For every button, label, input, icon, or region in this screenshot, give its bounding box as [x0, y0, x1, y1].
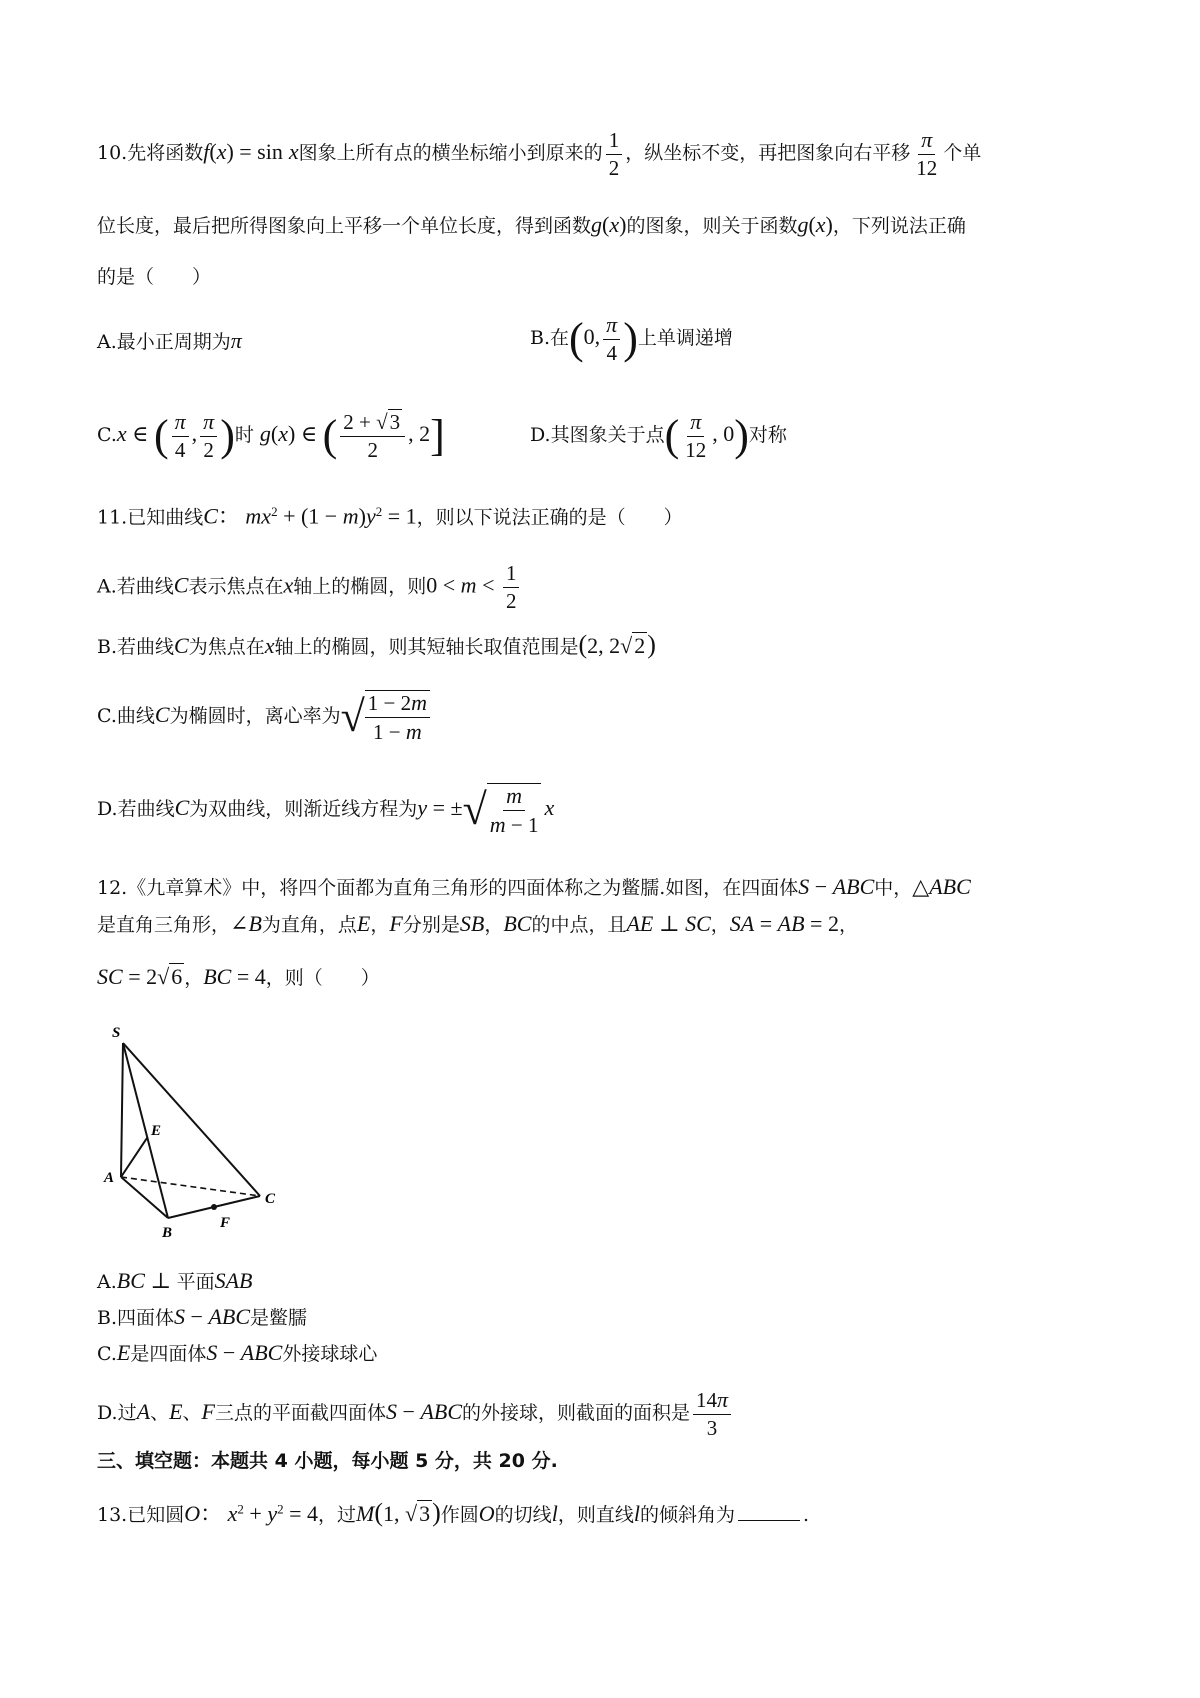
q11-option-d-1: D.若曲线 — [97, 798, 175, 821]
q10-line-1: 10.先将函数f(x) = sin x图象上所有点的横坐标缩小到原来的 $\frac{1}{2}$ ，纵坐标不变，再把图象向右平移 $\frac{\pi}{12}$ 个单 — [97, 127, 982, 181]
q13-stem-2: ，过 — [318, 1504, 357, 1526]
q12-option-c: C.E是四面体S − ABC外接球球心 — [97, 1340, 378, 1365]
label-s: S — [112, 1025, 121, 1041]
label-b: B — [162, 1225, 173, 1241]
q10-option-b-pre: B.在 — [530, 327, 570, 350]
q12-option-c-pre: C. — [97, 1343, 117, 1365]
q13-stem-5: ，则直线 — [557, 1504, 634, 1526]
q11-option-d-2: 为双曲线，则渐近线方程为 — [189, 798, 418, 821]
answer-blank[interactable] — [738, 1520, 800, 1521]
q12-line-3: SC = 2√6 ，BC = 4，则（ ） — [97, 964, 380, 989]
q12-option-d-1: D.过 — [97, 1402, 137, 1425]
q12-line-2: 是直角三角形，∠B为直角，点E，F分别是SB，BC的中点，且AE ⊥ SC，SA = AB = 2， — [97, 911, 858, 936]
q11-stem: 11.已知曲线C： $mx^2 + (1 - m)y^2 = 1$，则以下说法正确的是（ ） — [97, 503, 683, 529]
q13-stem-6: 的倾斜角为 — [639, 1504, 735, 1526]
q11-option-d: D.若曲线C为双曲线，则渐近线方程为y = ±√ $\frac{m}{m - 1}$ x — [97, 783, 555, 838]
q11-option-b-1: B.若曲线 — [97, 636, 175, 658]
q10-stem-2: 图象上所有点的横坐标缩小到原来的 — [298, 142, 603, 165]
q13-stem-3: 作圆 — [440, 1504, 479, 1526]
section-3-heading: 三、填空题：本题共 4 小题，每小题 5 分，共 20 分. — [97, 1450, 558, 1472]
q11-option-c-2: 为椭圆时，离心率为 — [169, 705, 341, 728]
q11-option-b: B.若曲线C为焦点在x轴上的椭圆，则其短轴长取值范围是(2, 2√2) — [97, 630, 656, 659]
q10-line-2: 位长度，最后把所得图象向上平移一个单位长度，得到函数g(x)的图象，则关于函数g(x)，下列说法正确 — [97, 212, 966, 237]
q12-stem-6: 分别是 — [402, 914, 460, 936]
q13-stem-7: . — [802, 1504, 810, 1526]
q10-option-c-pre: C. — [97, 424, 117, 447]
q12-stem-7: ， — [484, 914, 504, 936]
edge-ac-hidden — [121, 1177, 260, 1196]
q12-stem-4: 为直角，点 — [261, 914, 357, 936]
q10-option-b: B.在(0, $\frac{\pi}{4}$ )上单调递增 — [530, 312, 733, 366]
q12-option-a-post: 平面 — [176, 1271, 215, 1293]
tetrahedron-figure — [95, 1015, 295, 1245]
q12-option-b-pre: B.四面体 — [97, 1307, 175, 1329]
q10-option-b-post: 上单调递增 — [637, 327, 733, 350]
q10-stem-6: 的图象，则关于函数 — [626, 215, 798, 237]
q10-option-c-mid: 时 — [234, 424, 254, 447]
label-e: E — [151, 1123, 162, 1139]
q12-option-c-mid: 是四面体 — [130, 1343, 207, 1365]
q12-option-d-3: 、 — [182, 1402, 202, 1425]
fraction-pi-12: $\frac{\pi}{12}$ — [916, 127, 938, 181]
q11-option-c-1: C.曲线 — [97, 705, 155, 728]
q11-option-c: C.曲线C为椭圆时，离心率为√ $\frac{1 - 2m}{1 - m}$ — [97, 690, 433, 744]
q12-option-a: A.BC ⊥ 平面SAB — [97, 1268, 253, 1293]
q10-option-d-pre: D.其图象关于点 — [530, 424, 665, 447]
q12-stem-8: 的中点，且 — [531, 914, 627, 936]
q12-option-a-pre: A. — [97, 1271, 117, 1293]
q12-stem-12: ，则（ ） — [265, 967, 380, 989]
q10-stem-5: 位长度，最后把所得图象向上平移一个单位长度，得到函数 — [97, 215, 592, 237]
q12-option-b-post: 是鳖臑 — [250, 1307, 308, 1329]
q13-stem: 13.已知圆O： $x^2 + y^2 = 4$，过M(1, √3)作圆O的切线l，则直线l的倾斜角为 . — [97, 1498, 810, 1527]
q11-option-a-1: A.若曲线 — [97, 575, 174, 598]
q11-option-b-2: 为焦点在 — [188, 636, 265, 658]
q12-stem-10: ， — [838, 914, 858, 936]
q12-option-b: B.四面体S − ABC是鳖臑 — [97, 1304, 308, 1329]
q10-option-d: D.其图象关于点( $\frac{\pi}{12}$ , 0)对称 — [530, 409, 787, 463]
q12-option-d-5: 的外接球，则截面的面积是 — [462, 1402, 691, 1425]
q12-option-d-4: 三点的平面截四面体 — [215, 1402, 387, 1425]
q12-stem-11: ， — [184, 967, 204, 989]
q10-stem-3: ，纵坐标不变，再把图象向右平移 — [625, 142, 911, 165]
q11-option-a: A.若曲线C表示焦点在x轴上的椭圆，则0 < m < $\frac{1}{2}$ — [97, 562, 522, 613]
q10-option-a-text: A.最小正周期为 — [97, 331, 231, 353]
q10-stem-8: 的是（ ） — [97, 266, 212, 288]
q12-stem-9: ， — [710, 914, 730, 936]
q13-stem-1: 13.已知圆 — [97, 1504, 185, 1526]
q10-stem-7: ，下列说法正确 — [832, 215, 966, 237]
q12-option-c-post: 外接球球心 — [282, 1343, 378, 1365]
q10-stem-1: 10.先将函数 — [97, 142, 204, 165]
q12-line-1: 12.《九章算术》中，将四个面都为直角三角形的四面体称之为鳖臑.如图，在四面体S − ABC中，△ABC — [97, 874, 971, 899]
q11-option-a-3: 轴上的椭圆，则 — [293, 575, 427, 598]
q12-option-d-2: 、 — [150, 1402, 170, 1425]
q12-stem-3: 是直角三角形， — [97, 914, 231, 936]
q10-option-d-post: 对称 — [748, 424, 787, 447]
q11-stem-2: ，则以下说法正确的是（ ） — [416, 506, 683, 529]
edge-sa — [121, 1043, 123, 1177]
q10-option-c: C.x ∈ ( $\frac{\pi}{4}$ , $\frac{\pi}{2}$ )时 g(x) ∈ ( $\frac{2 + √3}{2}$ , 2] — [97, 409, 445, 463]
q12-option-d: D.过A、E、F三点的平面截四面体S − ABC的外接球，则截面的面积是 $\frac{14\pi}{3}$ — [97, 1388, 734, 1440]
q10-line-3 — [97, 268, 211, 287]
fraction-one-half: $\frac{1}{2}$ — [606, 129, 623, 180]
point-f — [211, 1204, 217, 1210]
q12-stem-2: 中， — [874, 877, 913, 899]
label-f: F — [220, 1215, 231, 1231]
label-a: A — [104, 1170, 115, 1186]
q11-option-b-3: 轴上的椭圆，则其短轴长取值范围是 — [274, 636, 579, 658]
q12-stem-1: 12.《九章算术》中，将四个面都为直角三角形的四面体称之为鳖臑.如图，在四面体 — [97, 877, 799, 899]
q10-option-a: A.最小正周期为π — [97, 328, 242, 353]
q11-option-a-2: 表示焦点在 — [188, 575, 284, 598]
q11-stem-1: 11.已知曲线 — [97, 506, 204, 529]
q10-stem-4: 个单 — [943, 142, 982, 165]
segment-ae — [121, 1138, 147, 1177]
q12-stem-5: ， — [370, 914, 390, 936]
q13-stem-4: 的切线 — [494, 1504, 552, 1526]
label-c: C — [265, 1191, 276, 1207]
